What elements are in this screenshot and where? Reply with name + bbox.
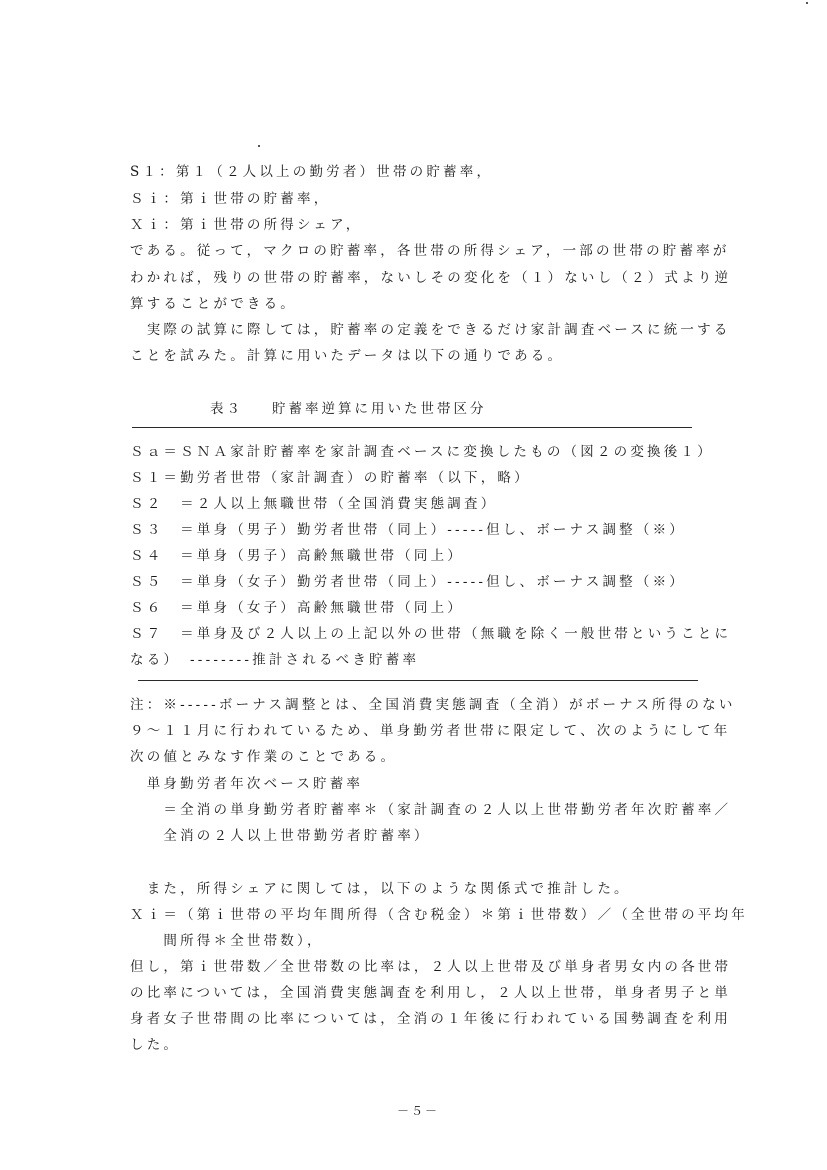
table-row: Ｓ５ ＝単身（女子）勤労者世帯（同上）-----但し、ボーナス調整（※） [130,574,686,590]
note-line: 単身勤労者年次ベース貯蓄率 [130,776,364,792]
note-line: 注：※-----ボーナス調整とは、全国消費実態調査（全消）がボーナス所得のない [130,697,736,713]
note-line: ９～１１月に行われているため、単身勤労者世帯に限定して、次のようにして年 [130,723,731,739]
table-caption-title: 貯蓄率逆算に用いた世帯区分 [272,401,487,417]
paragraph-line: 間所得＊全世帯数）， [130,933,324,949]
note-line: ＝全消の単身勤労者貯蓄率＊（家計調査の２人以上世帯勤労者年次貯蓄率／ [130,802,732,818]
paragraph-line: の比率については，全国消費実態調査を利用し，２人以上世帯，単身者男子と単 [130,985,731,1001]
paragraph-line: 算することができる。 [130,296,297,312]
table-row: Ｓ７ ＝単身及び２人以上の上記以外の世帯（無職を除く一般世帯ということに [130,626,732,642]
note-line: 全消の２人以上世帯勤労者貯蓄率） [130,828,431,844]
table-row: Ｓ２ ＝２人以上無職世帯（全国消費実態調査） [130,496,498,512]
paragraph-line: 但し，第ｉ世帯数／全世帯数の比率は，２人以上世帯及び単身者男女内の各世帯 [130,959,732,975]
definition-line: S１：第１（２人以上の勤労者）世帯の貯蓄率， [130,164,494,180]
paragraph-line: Ｘｉ＝（第ｉ世帯の平均年間所得（含む税金）＊第ｉ世帯数）／（全世帯の平均年 [130,907,748,923]
paragraph-line: ことを試みた。計算に用いたデータは以下の通りである。 [130,348,565,364]
paragraph-line: 身者女子世帯間の比率については，全消の１年後に行われている国勢調査を利用 [130,1011,731,1027]
table-caption-label: 表３ [210,401,243,417]
paragraph-line: また，所得シェアに関しては，以下のような関係式で推計した。 [130,881,631,897]
paragraph-line: である。従って，マクロの貯蓄率，各世帯の所得シェア，一部の世帯の貯蓄率が [130,243,730,259]
scan-speck [258,145,260,147]
paragraph-line: わかれば，残りの世帯の貯蓄率，ないしその変化を（１）ないし（２）式より逆 [130,270,732,286]
definition-line: Ｘｉ：第ｉ世帯の所得シェア， [130,217,363,233]
table-row: Ｓ３ ＝単身（男子）勤労者世帯（同上）-----但し、ボーナス調整（※） [130,522,686,538]
table-row: Ｓ６ ＝単身（女子）高齢無職世帯（同上） [130,600,464,616]
scan-speck [806,2,808,4]
table-top-rule [132,427,692,428]
paragraph-line: した。 [130,1037,181,1053]
table-bottom-rule [138,680,698,681]
page-number: －５－ [397,1104,440,1118]
table-row: Ｓ４ ＝単身（男子）高齢無職世帯（同上） [130,548,464,564]
definition-line: Ｓｉ：第ｉ世帯の貯蓄率， [130,191,331,207]
table-row: なる） --------推計されるべき貯蓄率 [130,652,420,668]
paragraph-line: 実際の試算に際しては，貯蓄率の定義をできるだけ家計調査ベースに統一する [130,322,731,338]
note-line: 次の値とみなす作業のことである。 [130,749,398,765]
table-row: Ｓ１＝勤労者世帯（家計調査）の貯蓄率（以下，略） [130,470,531,486]
table-row: Ｓａ＝ＳＮＡ家計貯蓄率を家計調査ベースに変換したもの（図２の変換後１） [130,444,714,460]
